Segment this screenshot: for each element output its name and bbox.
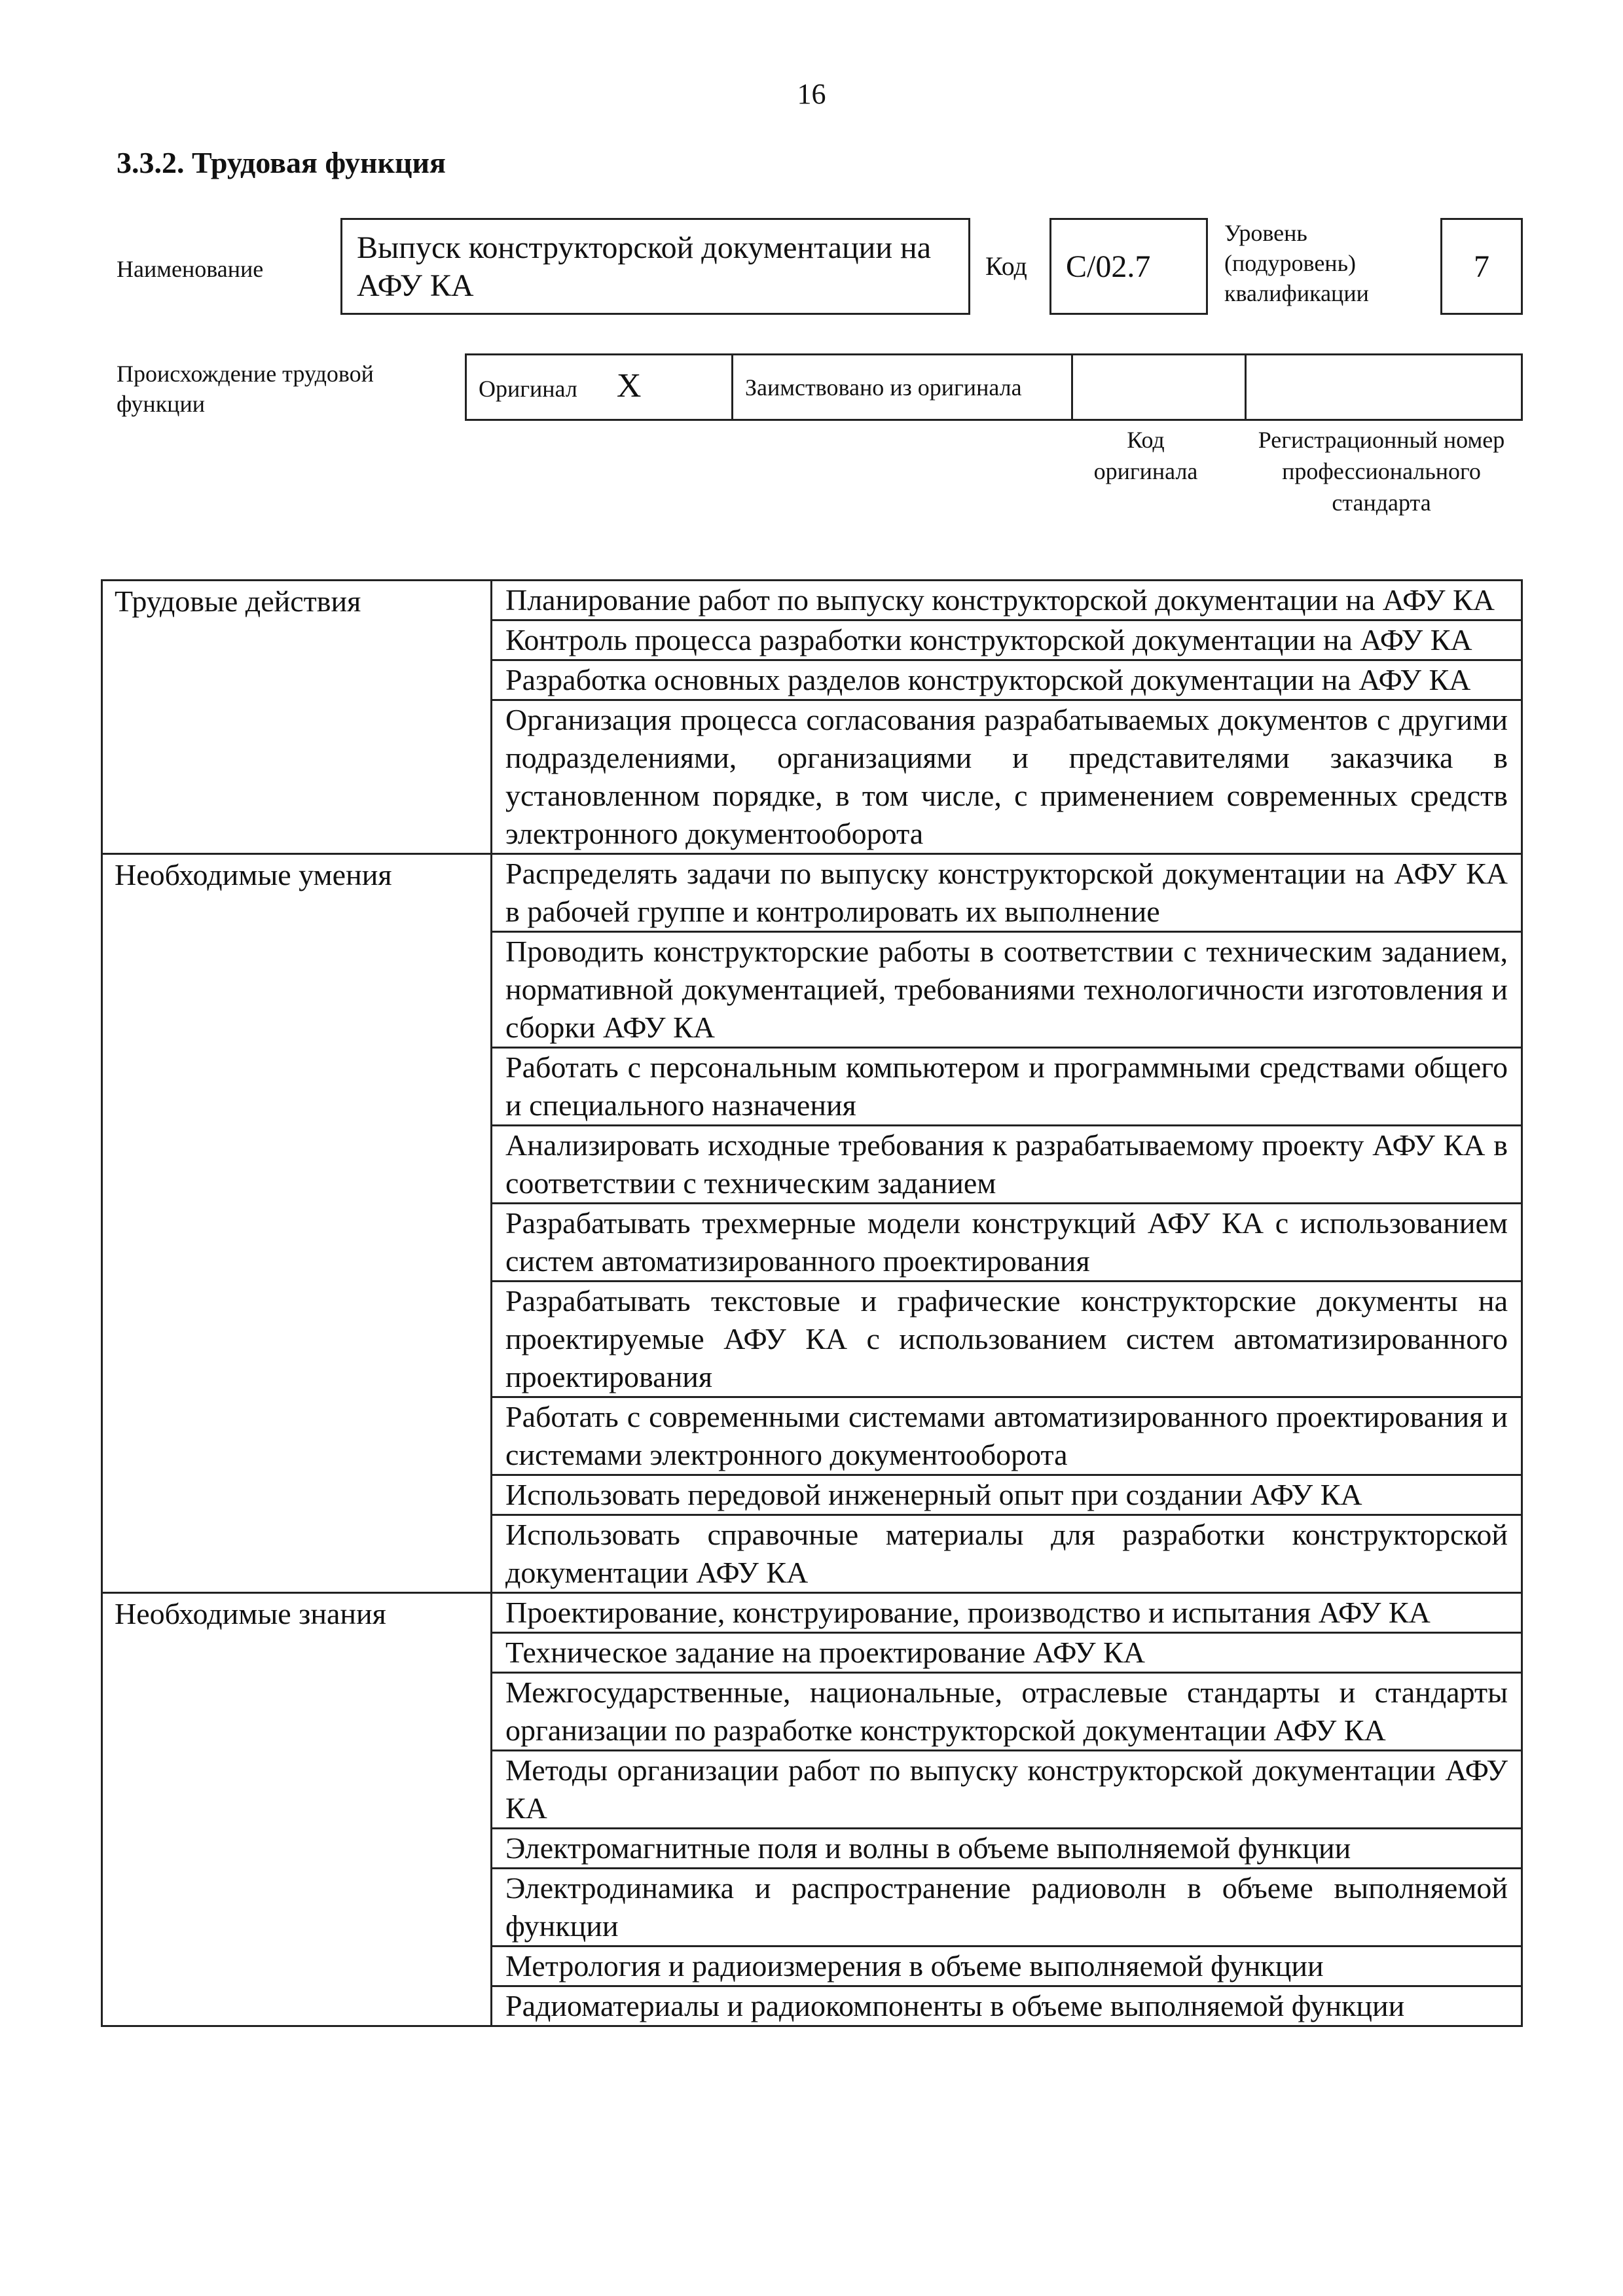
labor-action-item: Организация процесса согласования разрабатываемых документов с другими подразделениями, организациями и представителями заказчика в установленном порядке, в том числе, с применением современных средств электронного документооборота <box>492 700 1522 854</box>
original-cell <box>466 355 733 420</box>
skill-item: Проводить конструкторские работы в соответствии с техническим заданием, нормативной документацией, требованиями технологичности изготовления и сборки АФУ КА <box>492 932 1522 1048</box>
skill-item: Использовать передовой инженерный опыт при создании АФУ КА <box>492 1475 1522 1515</box>
knowledge-item: Межгосударственные, национальные, отраслевые стандарты и стандарты организации по разработке конструкторской документации АФУ КА <box>492 1673 1522 1751</box>
code-original-cell <box>1072 355 1246 420</box>
section-title: 3.3.2. Трудовая функция <box>117 146 446 179</box>
knowledge-item: Радиоматериалы и радиокомпоненты в объеме выполняемой функции <box>492 1986 1522 2026</box>
required-skills-title: Необходимые умения <box>102 854 492 1593</box>
code-value-box: C/02.7 <box>1049 218 1208 315</box>
table-row <box>102 1593 1522 1633</box>
borrowed-label: Заимствовано из оригинала <box>733 355 1072 420</box>
origin-table <box>465 353 1523 421</box>
skill-item: Использовать справочные материалы для разработки конструкторской документации АФУ КА <box>492 1515 1522 1593</box>
labor-actions-title: Трудовые действия <box>102 581 492 854</box>
function-details-table <box>101 579 1523 2027</box>
knowledge-item: Метрология и радиоизмерения в объеме выполняемой функции <box>492 1946 1522 1986</box>
page-number: 16 <box>797 78 826 110</box>
original-label: Оригинал <box>479 375 577 402</box>
code-original-caption: Код оригинала <box>1093 427 1198 484</box>
knowledge-item: Методы организации работ по выпуску конструкторской документации АФУ КА <box>492 1751 1522 1829</box>
code-label: Код <box>985 251 1027 281</box>
table-row <box>102 581 1522 620</box>
name-value-box: Выпуск конструкторской документации на АФУ КА <box>340 218 970 315</box>
required-skills-section <box>102 854 1522 1593</box>
required-knowledge-title: Необходимые знания <box>102 1593 492 2026</box>
labor-actions-section <box>102 581 1522 854</box>
original-mark: X <box>616 367 642 404</box>
skill-item: Работать с современными системами автоматизированного проектирования и системами электронного документооборота <box>492 1397 1522 1475</box>
level-label: Уровень (подуровень) квалификации <box>1224 220 1369 306</box>
skill-item: Разрабатывать трехмерные модели конструкций АФУ КА с использованием систем автоматизированного проектирования <box>492 1204 1522 1282</box>
knowledge-item: Техническое задание на проектирование АФУ КА <box>492 1633 1522 1673</box>
skill-item: Анализировать исходные требования к разрабатываемому проекту АФУ КА в соответствии с техническим заданием <box>492 1126 1522 1204</box>
table-row <box>102 854 1522 932</box>
required-knowledge-section <box>102 1593 1522 2026</box>
labor-action-item: Планирование работ по выпуску конструкторской документации на АФУ КА <box>492 581 1522 620</box>
knowledge-item: Электромагнитные поля и волны в объеме выполняемой функции <box>492 1829 1522 1869</box>
reg-number-caption: Регистрационный номер профессионального стандарта <box>1258 427 1505 516</box>
labor-action-item: Разработка основных разделов конструкторской документации на АФУ КА <box>492 660 1522 700</box>
origin-label: Происхождение трудовой функции <box>117 361 374 417</box>
level-value-box: 7 <box>1440 218 1523 315</box>
name-label: Наименование <box>117 256 264 282</box>
skill-item: Разрабатывать текстовые и графические конструкторские документы на проектируемые АФУ КА с использованием систем автоматизированного проектирования <box>492 1282 1522 1397</box>
knowledge-item: Проектирование, конструирование, производство и испытания АФУ КА <box>492 1593 1522 1633</box>
skill-item: Распределять задачи по выпуску конструкторской документации на АФУ КА в рабочей группе и контролировать их выполнение <box>492 854 1522 932</box>
knowledge-item: Электродинамика и распространение радиоволн в объеме выполняемой функции <box>492 1869 1522 1946</box>
skill-item: Работать с персональным компьютером и программными средствами общего и специального назначения <box>492 1048 1522 1126</box>
labor-action-item: Контроль процесса разработки конструкторской документации на АФУ КА <box>492 620 1522 660</box>
reg-number-cell <box>1246 355 1522 420</box>
